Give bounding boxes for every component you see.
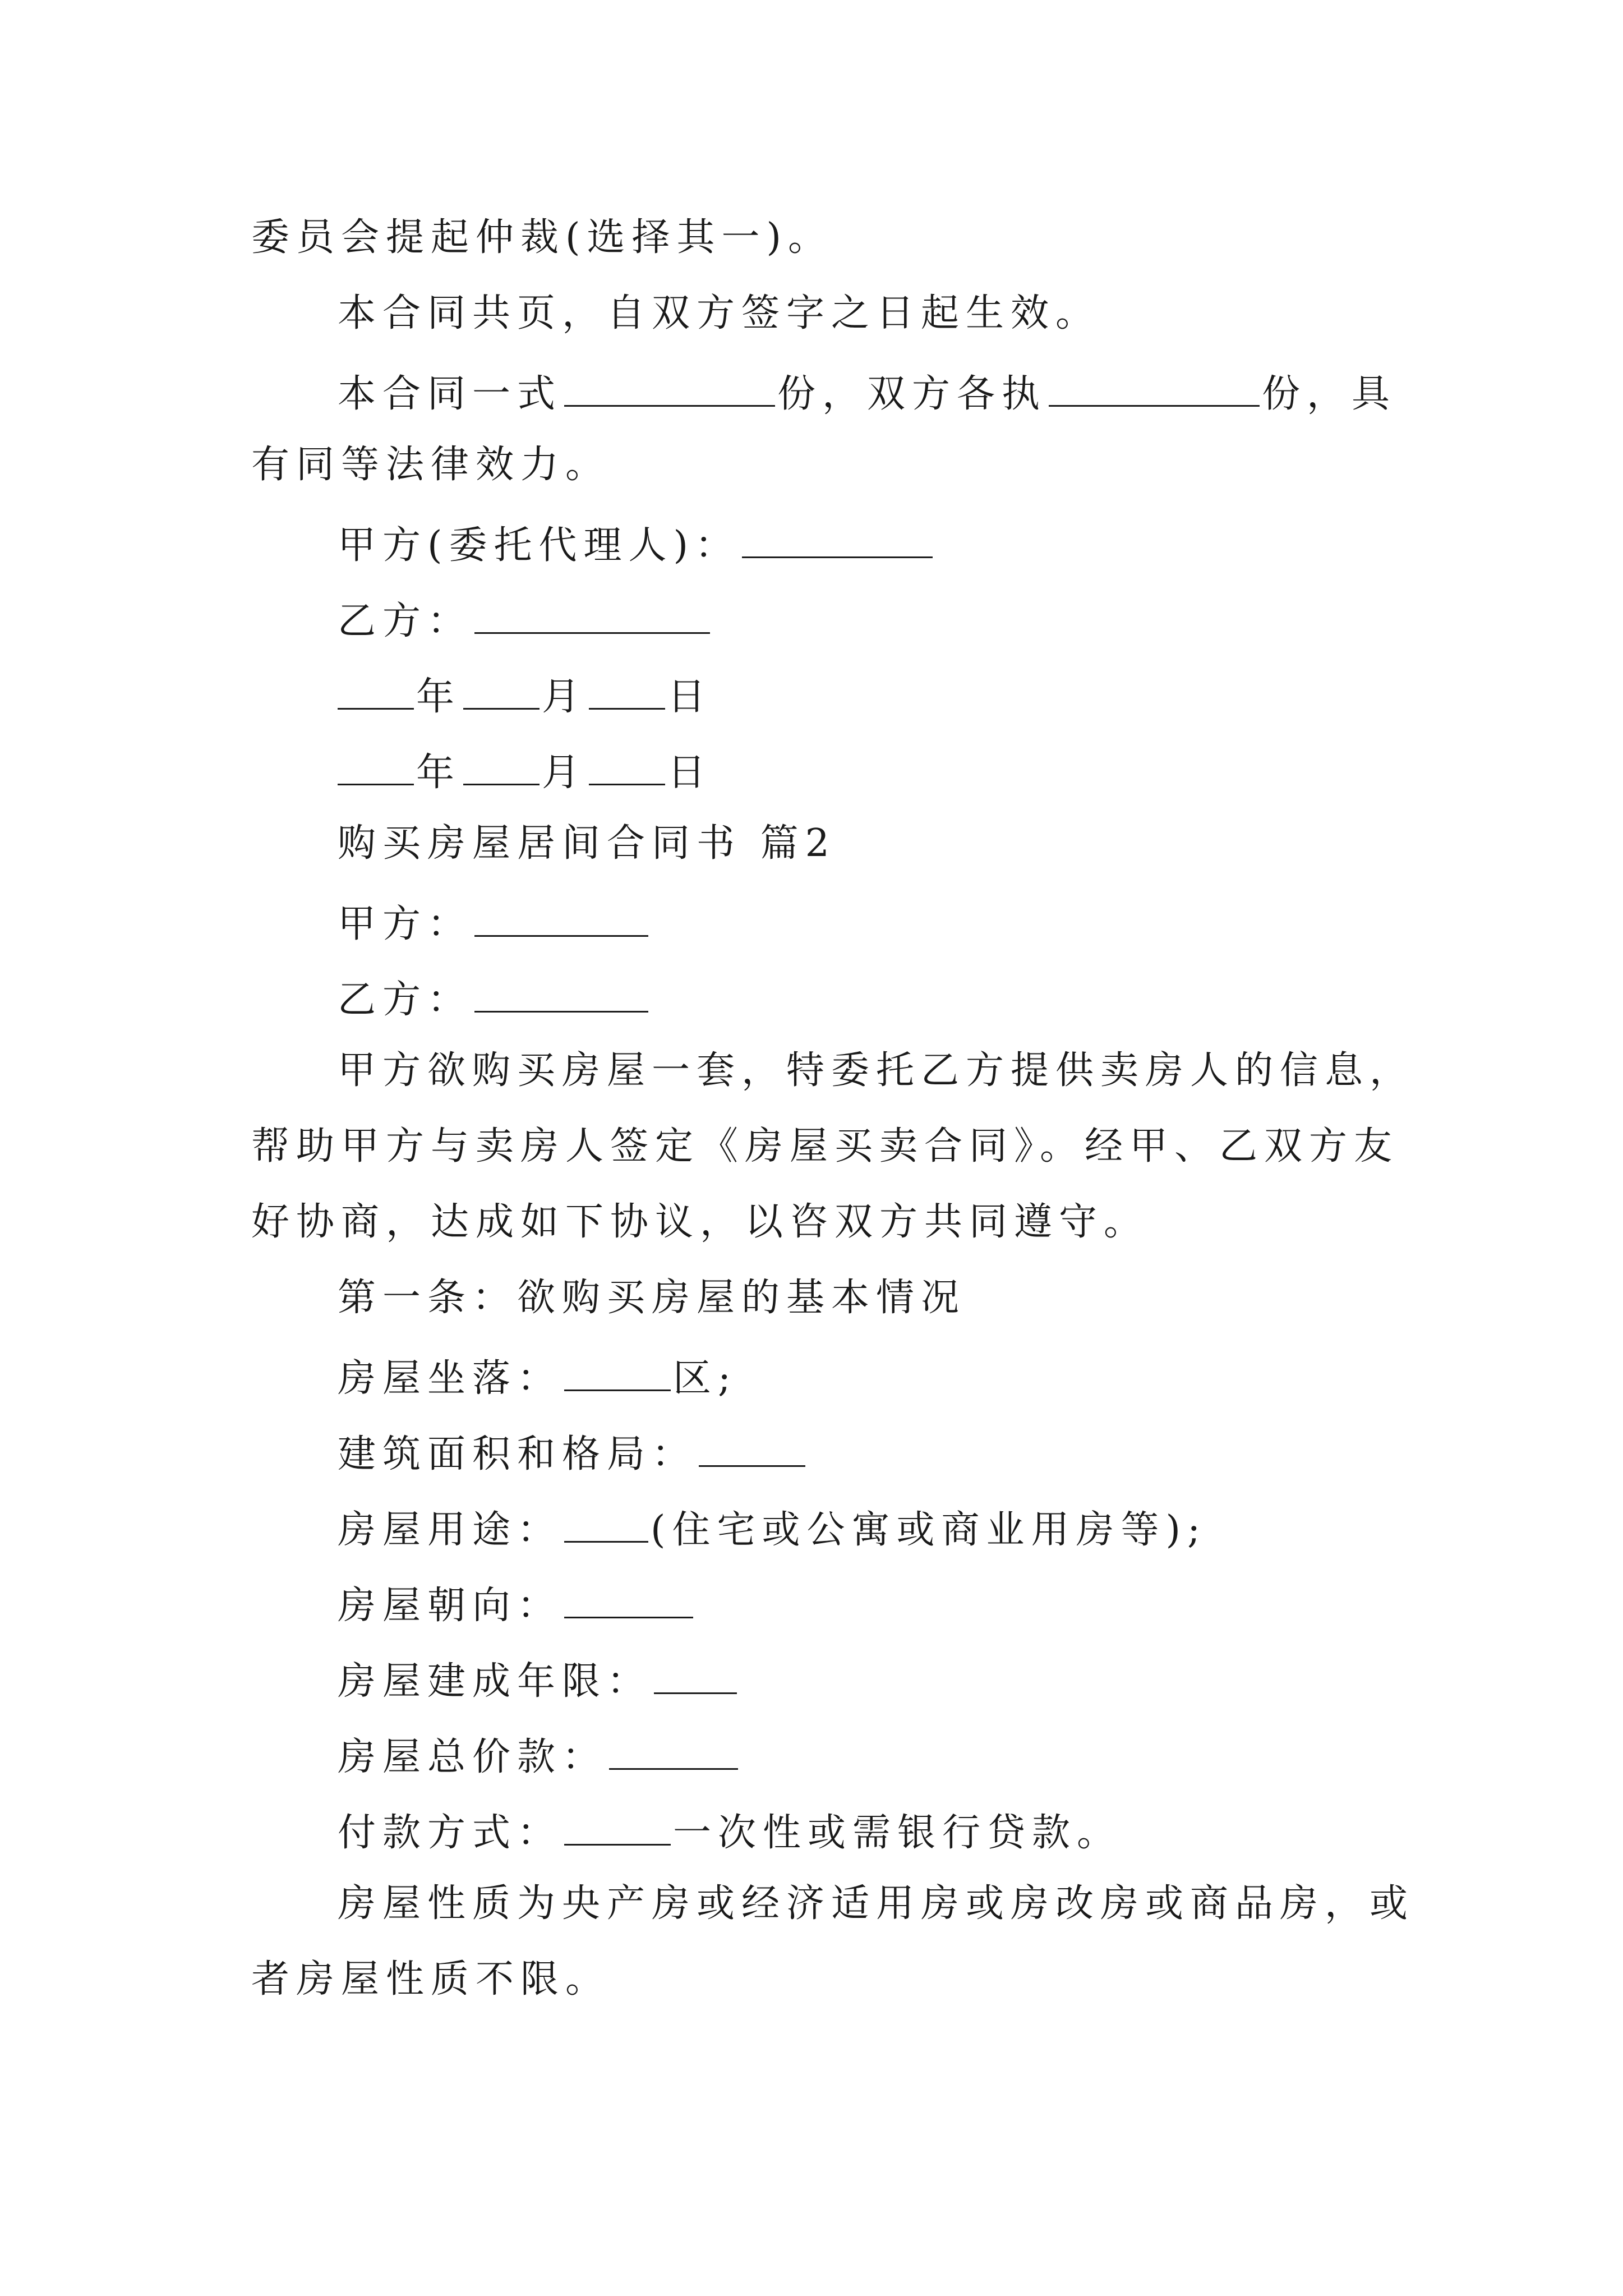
text-line [251, 1957, 611, 2001]
line-text: 甲方： [338, 902, 473, 946]
line-text: 委员会提起仲裁(选择其一)。 [251, 215, 833, 260]
fill-in-blank[interactable] [654, 1658, 737, 1694]
party-a-line [338, 900, 651, 944]
text-line [251, 1200, 1149, 1244]
month-blank[interactable] [463, 749, 540, 785]
fill-in-blank[interactable] [564, 1506, 648, 1543]
day-blank[interactable] [589, 749, 665, 785]
payment-line [338, 1809, 1122, 1855]
date-line [338, 749, 713, 795]
line-text: 份，双方各执 [777, 372, 1047, 416]
fill-in-blank[interactable] [609, 1733, 738, 1770]
fill-in-blank[interactable] [564, 1582, 693, 1618]
copies-line [338, 370, 1397, 416]
date-line [338, 673, 713, 719]
line-text: 房屋建成年限： [338, 1659, 652, 1704]
line-text: 者房屋性质不限。 [251, 1957, 611, 2001]
section-heading [338, 821, 836, 866]
line-text: 甲方欲购买房屋一套，特委托乙方提供卖房人的信息， [338, 1048, 1415, 1093]
text-line [251, 443, 611, 487]
party-b-line [338, 597, 712, 641]
orientation-line [338, 1582, 695, 1628]
line-text: 日 [667, 751, 713, 795]
line-text: 本合同一式 [338, 372, 562, 416]
signature-blank[interactable] [474, 597, 710, 634]
fill-in-blank[interactable] [1049, 370, 1260, 407]
fill-in-blank[interactable] [564, 1809, 671, 1846]
line-text: 第一条：欲购买房屋的基本情况 [338, 1276, 966, 1320]
signature-blank[interactable] [742, 522, 933, 558]
line-text: 房屋用途： [338, 1508, 562, 1552]
line-text: 月 [542, 751, 587, 795]
line-text: 乙方： [338, 978, 473, 1022]
line-text: 帮助甲方与卖房人签定《房屋买卖合同》。经甲、乙双方友 [251, 1124, 1399, 1168]
line-text: (住宅或公寓或商业用房等); [651, 1508, 1207, 1552]
line-text: 日 [667, 675, 713, 719]
day-blank[interactable] [589, 673, 665, 710]
line-text: 甲方(委托代理人)： [338, 523, 740, 568]
area-line [338, 1430, 808, 1474]
usage-line [338, 1506, 1207, 1552]
line-text: 房屋总价款： [338, 1735, 607, 1779]
year-blank[interactable] [338, 673, 414, 710]
fill-in-blank[interactable] [564, 370, 775, 407]
line-text: 乙方： [338, 599, 473, 643]
total-price-line [338, 1733, 740, 1777]
line-text: 份，具 [1262, 372, 1397, 416]
heading-text: 购买房屋居间合同书 篇2 [338, 821, 836, 866]
line-text: 月 [542, 675, 587, 719]
line-text: 房屋朝向： [338, 1584, 562, 1628]
line-text: 年 [416, 675, 462, 719]
year-blank[interactable] [338, 749, 414, 785]
fill-in-blank[interactable] [564, 1355, 671, 1391]
build-year-line [338, 1658, 739, 1704]
line-text: 有同等法律效力。 [251, 443, 611, 487]
text-line [251, 215, 833, 260]
line-text: 好协商，达成如下协议，以咨双方共同遵守。 [251, 1200, 1149, 1244]
line-text: 一次性或需银行贷款。 [673, 1811, 1122, 1855]
signature-blank[interactable] [474, 900, 648, 937]
text-line [338, 1048, 1415, 1093]
party-a-agent-line [338, 522, 935, 568]
line-text: 房屋坐落： [338, 1356, 562, 1401]
line-text: 本合同共页，自双方签字之日起生效。 [338, 291, 1101, 335]
text-line [251, 1124, 1399, 1168]
party-b-line [338, 976, 651, 1022]
fill-in-blank[interactable] [699, 1430, 805, 1467]
line-text: 付款方式： [338, 1811, 562, 1855]
signature-blank[interactable] [474, 976, 648, 1013]
text-line [338, 1276, 966, 1320]
text-line [338, 1881, 1415, 1926]
month-blank[interactable] [463, 673, 540, 710]
line-text: 区; [673, 1356, 737, 1401]
line-text: 年 [416, 751, 462, 795]
text-line [338, 291, 1101, 335]
line-text: 建筑面积和格局： [338, 1432, 697, 1476]
line-text: 房屋性质为央产房或经济适用房或房改房或商品房，或 [338, 1881, 1415, 1926]
location-line [338, 1355, 737, 1401]
